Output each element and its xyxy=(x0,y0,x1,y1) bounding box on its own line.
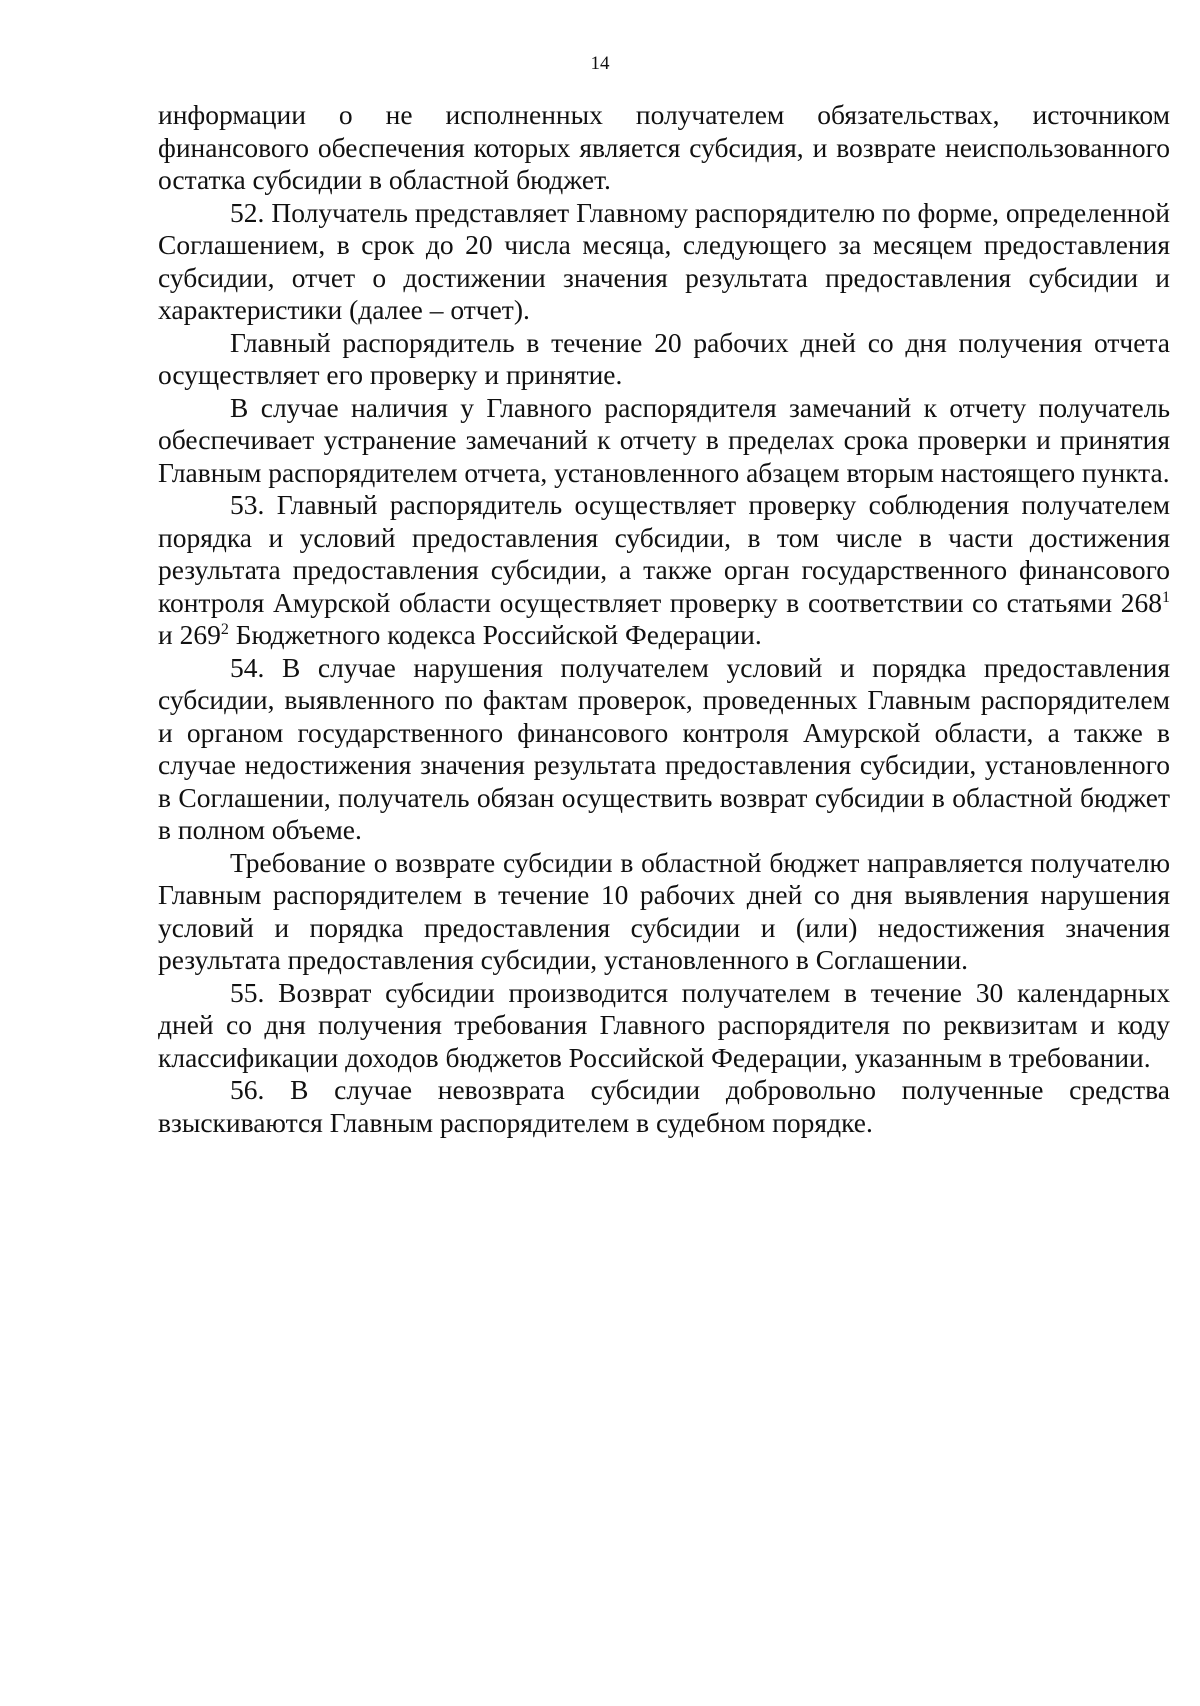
paragraph-54-requirement: Требование о возврате субсидии в областной бюджет направляется получателю Главным распорядителем в течение 10 рабочих дней со дня выявления нарушения условий и порядка предоставления субсидии и (или) недостижения значения результата предоставления субсидии, установленного в Соглашении. xyxy=(158,846,1170,975)
document-body xyxy=(158,99,1170,1139)
paragraph-53-text-start: 53. Главный распорядитель осуществляет проверку соблюдения получателем порядка и условий предоставления субсидии, в том числе в части достижения результата предоставления субсидии, а также орган государственного финансового контроля Амурской области осуществляет проверку в соответствии со статьями 268 xyxy=(158,489,1170,618)
paragraph-54: 54. В случае нарушения получателем условий и порядка предоставления субсидии, выявленного по фактам проверок, проведенных Главным распорядителем и органом государственного финансового контроля Амурской области, а также в случае недостижения значения результата предоставления субсидии, установленного в Соглашении, получатель обязан осуществить возврат субсидии в областной бюджет в полном объеме. xyxy=(158,651,1170,845)
paragraph-53-text-end: Бюджетного кодекса Российской Федерации. xyxy=(228,619,762,650)
paragraph-53-text-middle: и 269 xyxy=(158,619,221,650)
superscript-269: 2 xyxy=(220,620,229,638)
paragraph-53 xyxy=(158,489,1170,652)
paragraph-56: 56. В случае невозврата субсидии добровольно полученные средства взыскиваются Главным распорядителем в судебном порядке. xyxy=(158,1074,1170,1138)
page-number: 14 xyxy=(590,53,610,74)
paragraph-52-report-check: Главный распорядитель в течение 20 рабочих дней со дня получения отчета осуществляет его проверку и принятие. xyxy=(158,326,1170,390)
paragraph-55: 55. Возврат субсидии производится получателем в течение 30 календарных дней со дня получения требования Главного распорядителя по реквизитам и коду классификации доходов бюджетов Российской Федерации, указанным в требовании. xyxy=(158,976,1170,1073)
paragraph-52-remarks: В случае наличия у Главного распорядителя замечаний к отчету получатель обеспечивает устранение замечаний к отчету в пределах срока проверки и принятия Главным распорядителем отчета, установленного абзацем вторым настоящего пункта. xyxy=(158,391,1170,488)
paragraph-continuation: информации о не исполненных получателем обязательствах, источником финансового обеспечения которых является субсидия, и возврате неиспользованного остатка субсидии в областной бюджет. xyxy=(158,99,1170,195)
paragraph-52: 52. Получатель представляет Главному распорядителю по форме, определенной Соглашением, в срок до 20 числа месяца, следующего за месяцем предоставления субсидии, отчет о достижении значения результата предоставления субсидии и характеристики (далее – отчет). xyxy=(158,196,1170,325)
superscript-268: 1 xyxy=(1162,588,1170,606)
